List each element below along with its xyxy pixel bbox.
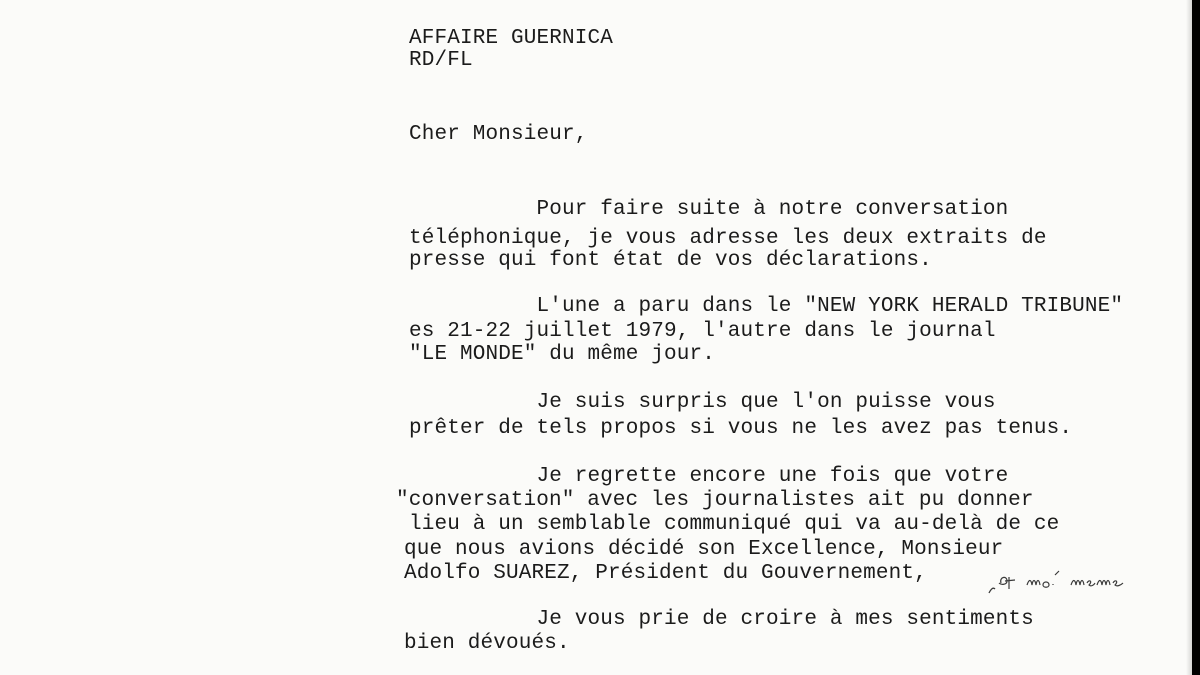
paragraph-4-line-5: Adolfo SUAREZ, Président du Gouvernement,: [404, 562, 927, 585]
paragraph-2-line-1: L'une a paru dans le "NEW YORK HERALD TRIBUNE": [409, 295, 1124, 318]
scan-border: [1192, 0, 1200, 675]
paragraph-3-line-2: prêter de tels propos si vous ne les avez pas tenus.: [409, 417, 1073, 440]
reference-line-1: AFFAIRE GUERNICA: [409, 27, 614, 50]
paragraph-3-line-1: Je suis surpris que l'on puisse vous: [409, 391, 996, 414]
paragraph-4-line-1: Je regrette encore une fois que votre: [409, 465, 1009, 488]
salutation: Cher Monsieur,: [409, 123, 588, 146]
paragraph-2-line-3: "LE MONDE" du même jour.: [409, 343, 716, 366]
paragraph-4-line-4: que nous avions décidé son Excellence, Monsieur: [404, 538, 1004, 561]
handwritten-annotation: [985, 563, 1145, 601]
closing-line-2: bien dévoués.: [404, 632, 570, 655]
paragraph-1-line-3: presse qui font état de vos déclarations.: [409, 249, 932, 272]
paragraph-1-line-2: téléphonique, je vous adresse les deux extraits de: [409, 227, 1047, 250]
paragraph-4-line-3: lieu à un semblable communiqué qui va au-delà de ce: [409, 513, 1060, 536]
closing-line-1: Je vous prie de croire à mes sentiments: [409, 608, 1034, 631]
paragraph-1-line-1: Pour faire suite à notre conversation: [409, 198, 1009, 221]
reference-line-2: RD/FL: [409, 49, 473, 72]
paragraph-4-line-2: "conversation" avec les journalistes ait pu donner: [396, 489, 1034, 512]
paragraph-2-line-2: es 21-22 juillet 1979, l'autre dans le journal: [409, 320, 996, 343]
